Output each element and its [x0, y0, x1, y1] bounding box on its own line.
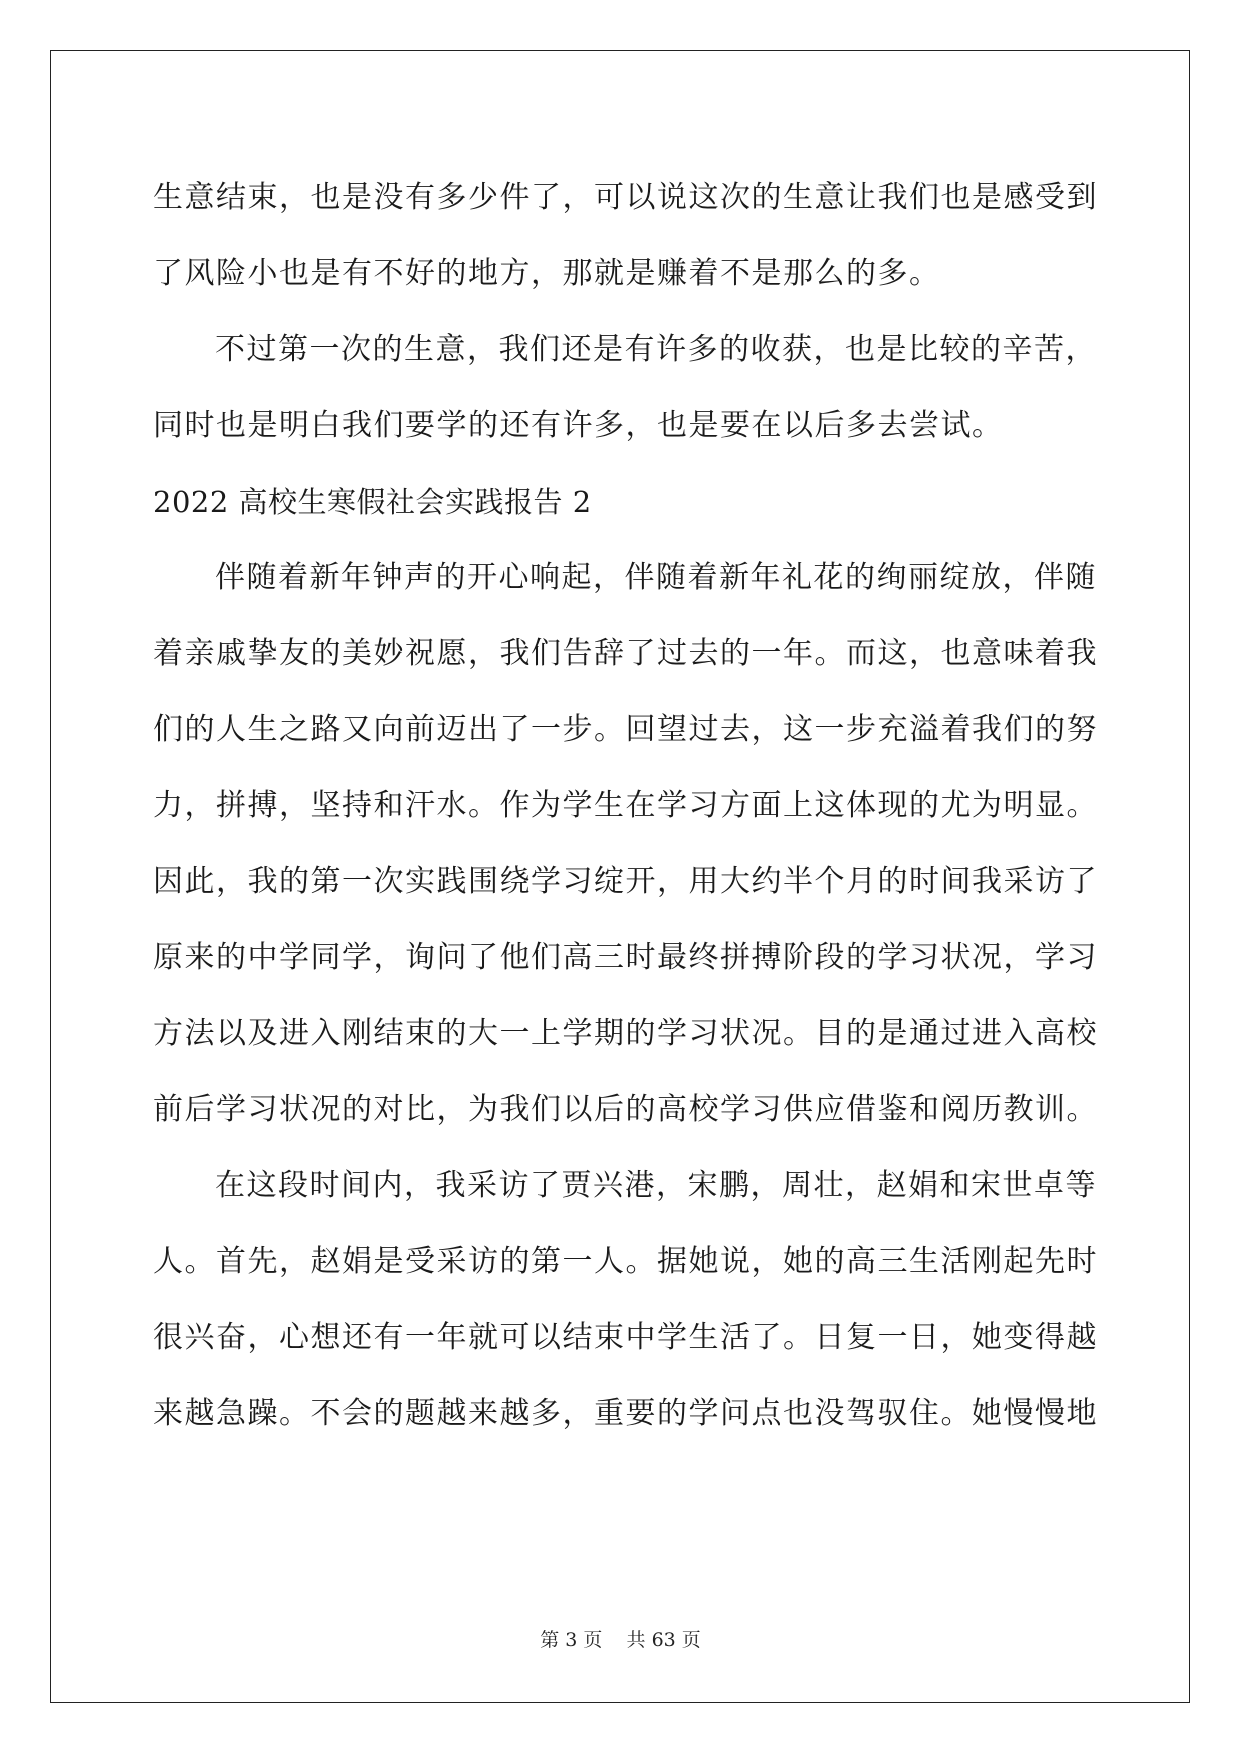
text-line: 不过第一次的生意，我们还是有许多的收获，也是比较的辛苦， [215, 332, 1097, 367]
section-heading: 2022 高校生寒假社会实践报告 2 [153, 485, 592, 519]
document-body [153, 160, 1098, 1452]
text-line: 伴随着新年钟声的开心响起，伴随着新年礼花的绚丽绽放，伴随 [215, 560, 1097, 595]
text-line: 方法以及进入刚结束的大一上学期的学习状况。目的是通过进入高校 [153, 1016, 1098, 1051]
text-line: 了风险小也是有不好的地方，那就是赚着不是那么的多。 [153, 256, 941, 291]
text-line: 很兴奋，心想还有一年就可以结束中学生活了。日复一日，她变得越 [153, 1320, 1098, 1355]
text-line: 因此，我的第一次实践围绕学习绽开，用大约半个月的时间我采访了 [153, 864, 1098, 899]
text-line: 力，拼搏，坚持和汗水。作为学生在学习方面上这体现的尤为明显。 [153, 788, 1098, 823]
text-line: 同时也是明白我们要学的还有许多，也是要在以后多去尝试。 [153, 408, 1004, 443]
text-line: 人。首先，赵娟是受采访的第一人。据她说，她的高三生活刚起先时 [153, 1244, 1098, 1279]
text-line: 生意结束，也是没有多少件了，可以说这次的生意让我们也是感受到 [153, 180, 1098, 215]
text-line: 前后学习状况的对比，为我们以后的高校学习供应借鉴和阅历教训。 [153, 1092, 1098, 1127]
text-line: 着亲戚挚友的美妙祝愿，我们告辞了过去的一年。而这，也意味着我 [153, 636, 1098, 671]
text-line: 原来的中学同学，询问了他们高三时最终拼搏阶段的学习状况，学习 [153, 940, 1098, 975]
text-line: 来越急躁。不会的题越来越多，重要的学问点也没驾驭住。她慢慢地 [153, 1396, 1098, 1431]
text-line: 在这段时间内，我采访了贾兴港，宋鹏，周壮，赵娟和宋世卓等 [215, 1168, 1097, 1203]
text-line: 们的人生之路又向前迈出了一步。回望过去，这一步充溢着我们的努 [153, 712, 1098, 747]
page-number-footer: 第 3 页 共 63 页 [540, 1629, 701, 1651]
